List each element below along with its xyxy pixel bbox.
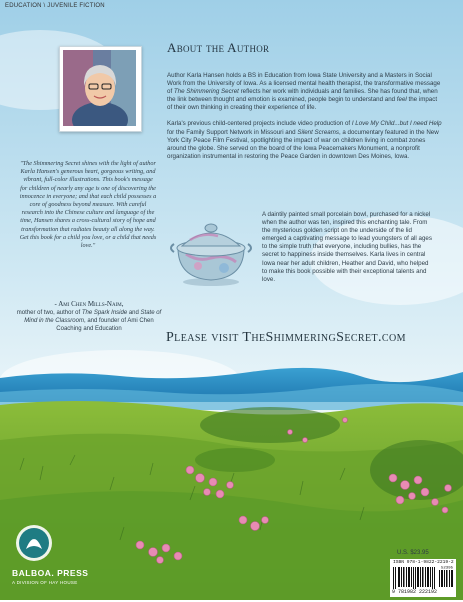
bio-paragraph-2: Karla's previous child-centered projects include video production of I Love My Child...but I need Help for the Family Support Network in Missouri and Silent Screams, a documentary featured in the New York City Peace Film Festival, spotlighting the impact of war on children living in combat zones around the globe. She served on the board of the Iowa Peacemakers Monument, a nonprofit organization instrumental in restoring the Peace Garden in downtown Des Moines, Iowa.: [167, 120, 442, 160]
porcelain-bowl-image: [168, 210, 254, 288]
about-author-heading: About the Author: [167, 40, 270, 55]
publisher-division: A DIVISION OF HAY HOUSE: [12, 580, 78, 585]
endorser-name: - Ami Chen Mills-Naim,: [54, 300, 124, 308]
author-photo: [63, 50, 136, 126]
barcode-digits: 9 781982 222192: [392, 589, 438, 595]
barcode-addon-text: 52395: [441, 566, 454, 571]
publisher-name: BALBOA. PRESS: [12, 568, 89, 578]
isbn-number: ISBN 978-1-9822-2219-2: [393, 560, 454, 565]
author-bio: [167, 72, 442, 169]
publisher-logo-icon: [8, 523, 60, 563]
price-label: U.S. $23.95: [397, 550, 429, 556]
bio-paragraph-1: Author Karla Hansen holds a BS in Education from Iowa State University and a Masters in Social Work from the University of Iowa. As a licensed mental health therapist, the transformative message of The Shimmering Secret reflects her work with individuals and families. She has found that, when the link between thought and emotion is examined, people begin to understand and feel the impact of their own thinking in creating their experience of life.: [167, 72, 441, 112]
endorser-credit: mother of two, author of The Spark Inside and State of Mind in the Classroom, and founder of Ami Chen Coaching and Education: [16, 310, 162, 332]
category-label: EDUCATION \ JUVENILE FICTION: [5, 3, 105, 9]
website-callout: Please visit TheShimmeringSecret.com: [166, 330, 406, 345]
bowl-description: A daintily painted small porcelain bowl, purchased for a nickel when the author was ten, inspired this enchanting tale. From the mysterious golden script on the underside of the lid emerged a captivating message to lead youngsters of all ages to the simple truth that everyone, including bullies, has the secret to happiness inside themselves. Karla lives in central Iowa near her adult children, Heather and David, who helped to make this book possible with their exceptional talents and love.: [262, 211, 432, 283]
endorsement-quote: "The Shimmering Secret shines with the light of author Karla Hansen's generous heart, gorgeous writing, and vibrant, full-color illustrations. This book's message for children of nearly any age is one of discovering the innocence in everyone; and that each child possesses a core of goodness beyond measure. With careful research into the Chinese culture and language of the time, Hansen shares a cross-cultural story of hope and transformation that radiates beauty all along the way. Get this book for a child you love, or a child that needs love.": [19, 160, 157, 250]
